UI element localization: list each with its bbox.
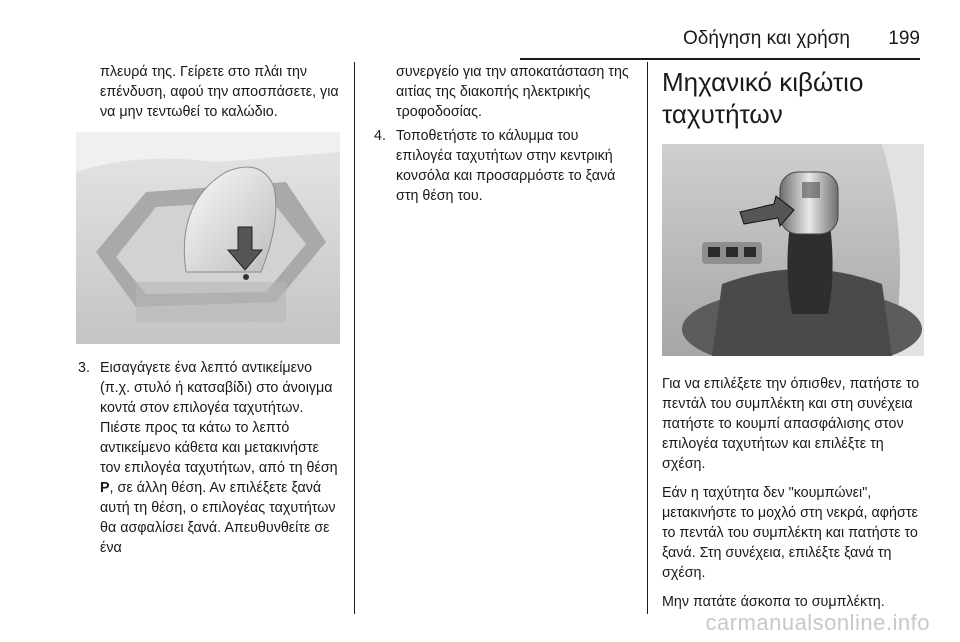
- header-rule: [520, 58, 920, 60]
- position-label: P: [100, 480, 110, 496]
- section-title: Οδήγηση και χρήση: [683, 28, 850, 49]
- page-number: 199: [888, 28, 920, 49]
- section-heading: Μηχανικό κιβώτιο ταχυτήτων: [662, 67, 864, 129]
- step-4: [372, 126, 634, 206]
- step-number: 4.: [374, 128, 386, 144]
- page-header: [520, 20, 920, 60]
- continuation-text: συνεργείο για την αποκατάσταση της αιτίας της διακοπής ηλεκτρικής τροφοδοσίας.: [396, 64, 629, 120]
- column-3: [662, 62, 924, 612]
- column-1: [76, 62, 340, 558]
- continuation-text: πλευρά της. Γείρετε στο πλάι την επένδυση, αφού την αποσπάσετε, για να μην τεντωθεί το καλώδιο.: [100, 64, 339, 120]
- gear-selector-cover-photo: [76, 132, 340, 344]
- paragraph-clutch-warning: Μην πατάτε άσκοπα το συμπλέκτη.: [662, 594, 885, 610]
- step-text-cont: , σε άλλη θέση. Αν επιλέξετε ξανά αυτή τη θέση, ο επιλογέας ταχυτήτων θα ασφαλίσει ξανά. Απευθυνθείτε σε ένα: [100, 480, 336, 556]
- watermark: carmanualsonline.info: [705, 610, 930, 635]
- paragraph-gear-not-engaging: Εάν η ταχύτητα δεν "κουμπώνει", μετακινήστε το μοχλό στη νεκρά, αφήστε το πεντάλ του συμπλέκτη και πατήστε το ξανά. Στη συνέχεια, επιλέξτε ξανά τη σχέση.: [662, 485, 918, 581]
- manual-gearbox-photo: [662, 144, 924, 356]
- step-3: [76, 358, 340, 558]
- step-text: Εισαγάγετε ένα λεπτό αντικείμενο (π.χ. στυλό ή κατσαβίδι) στο άνοιγμα κοντά στον επιλογέα ταχυτήτων. Πιέστε προς τα κάτω το λεπτό αντικείμενο κάθετα και μετακινήστε τον επιλογέα ταχυτήτων, από τη θέση: [100, 360, 338, 476]
- column-divider: [354, 62, 355, 614]
- step-number: 3.: [78, 360, 90, 376]
- column-divider: [647, 62, 648, 614]
- column-2: [372, 62, 634, 206]
- step-text: Τοποθετήστε το κάλυμμα του επιλογέα ταχυτήτων στην κεντρική κονσόλα και προσαρμόστε το ξανά στη θέση του.: [396, 128, 616, 204]
- paragraph-reverse-gear: Για να επιλέξετε την όπισθεν, πατήστε το πεντάλ του συμπλέκτη και στη συνέχεια πατήστε το κουμπί απασφάλισης στον επιλογέα ταχυτήτων και επιλέξτε τη σχέση.: [662, 376, 920, 472]
